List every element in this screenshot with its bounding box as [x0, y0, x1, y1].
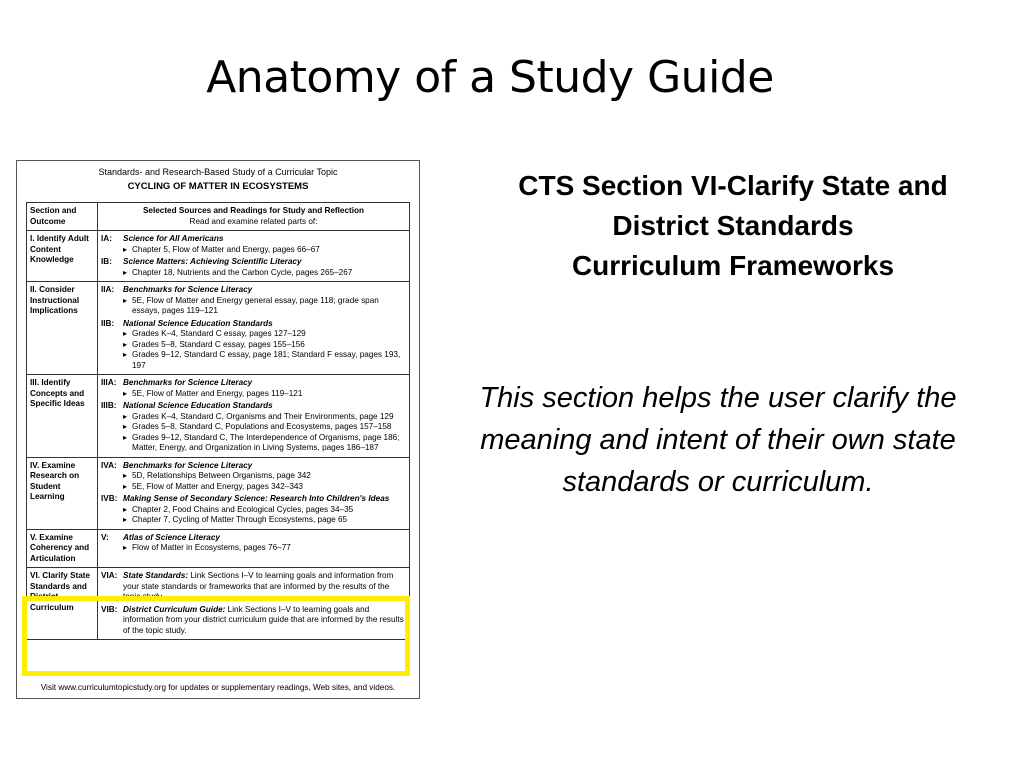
entry-body [123, 461, 406, 493]
slide-title: Anatomy of a Study Guide [206, 52, 774, 103]
entry-code: IA: [101, 234, 112, 243]
entry-body [123, 378, 406, 399]
entry-code: V: [101, 532, 109, 542]
source-title: National Science Education Standards [123, 401, 273, 410]
reading-item: ▸ Grades 9–12, Standard C, The Interdependence of Organisms, page 186; Matter, Energy, and Organization in Living Systems, pages 186–187 [123, 433, 406, 454]
section-label: I. Identify Adult Content Knowledge [27, 231, 98, 282]
reading-item: ▸ 5E, Flow of Matter and Energy, pages 119–121 [123, 389, 406, 400]
cts-title-line-1: CTS Section VI-Clarify State and [518, 170, 948, 201]
source-entry [101, 257, 406, 278]
entry-body [123, 319, 406, 372]
section-label: VI. Clarify State Standards and District Curriculum [27, 568, 98, 640]
entry-code: VIA: [101, 571, 118, 580]
section-label: III. Identify Concepts and Specific Ideas [27, 375, 98, 458]
entry-code: IIIA: [101, 378, 117, 387]
section-label: IV. Examine Research on Student Learning [27, 457, 98, 529]
col-header-sources-title: Selected Sources and Readings for Study and Reflection [142, 206, 365, 215]
section-sources [98, 529, 410, 568]
reading-item: ▸ Grades K–4, Standard C, Organisms and Their Environments, page 129 [123, 412, 406, 423]
table-header-row [27, 203, 410, 231]
entry-body [123, 257, 406, 278]
doc-footer: Visit www.curriculumtopicstudy.org for updates or supplementary readings, Web sites, and videos. [40, 683, 396, 692]
section-label: II. Consider Instructional Implications [27, 282, 98, 375]
entry-code: IIIB: [101, 401, 117, 410]
study-guide-table [26, 202, 410, 640]
reading-item: ▸ Chapter 7, Cycling of Matter Through Ecosystems, page 65 [123, 515, 406, 526]
entry-description: Link Sections I–V to learning goals and information from your state standards or frameworks that are informed by the results of the topic study. [123, 571, 394, 601]
source-entry [101, 285, 406, 317]
table-row [27, 457, 410, 529]
reading-item: ▸ Grades K–4, Standard C essay, pages 127–129 [123, 329, 406, 340]
cts-title-line-2: District Standards [612, 210, 854, 241]
source-title: District Curriculum Guide: [123, 604, 226, 614]
reading-item: ▸ Grades 5–8, Standard C, Populations and Ecosystems, pages 157–158 [123, 422, 406, 433]
entry-code: VIB: [101, 604, 118, 614]
entry-body [123, 494, 406, 526]
reading-item: ▸ 5E, Flow of Matter and Energy, pages 342–343 [123, 482, 406, 493]
reading-item: ▸ 5D, Relationships Between Organisms, page 342 [123, 471, 406, 482]
reading-item: ▸ Chapter 18, Nutrients and the Carbon Cycle, pages 265–267 [123, 268, 406, 279]
cts-title-line-3: Curriculum Frameworks [571, 250, 895, 281]
source-entry [101, 401, 406, 454]
source-title: Science Matters: Achieving Scientific Literacy [123, 257, 302, 266]
col-header-sources-sub: Read and examine related parts of: [189, 216, 318, 226]
source-title: Atlas of Science Literacy [123, 532, 220, 542]
entry-code: IVA: [101, 460, 117, 470]
source-title: Science for All Americans [123, 234, 224, 243]
entry-code: IVB: [101, 494, 118, 503]
table-row [27, 282, 410, 375]
reading-item: ▸ Chapter 2, Food Chains and Ecological Cycles, pages 34–35 [123, 505, 406, 516]
source-entry [101, 461, 406, 493]
table-row [27, 231, 410, 282]
table-row [27, 375, 410, 458]
source-title: Benchmarks for Science Literacy [123, 285, 253, 294]
source-entry [101, 494, 406, 526]
col-header-sources [98, 203, 410, 231]
cts-section-title [448, 166, 1018, 286]
reading-item: ▸ Chapter 5, Flow of Matter and Energy, pages 66–67 [123, 245, 406, 256]
source-title: State Standards: [123, 571, 189, 580]
entry-code: IB: [101, 257, 112, 266]
source-title: Making Sense of Secondary Science: Research Into Children's Ideas [123, 494, 390, 503]
entry-body [123, 285, 406, 317]
doc-header-line2: CYCLING OF MATTER IN ECOSYSTEMS [127, 181, 309, 192]
section-vi-highlight [22, 596, 410, 676]
table-body [27, 231, 410, 640]
table-row [27, 529, 410, 568]
source-title: Benchmarks for Science Literacy [123, 378, 253, 387]
section-sources [98, 457, 410, 529]
entry-body [123, 401, 406, 454]
source-entry [101, 533, 406, 554]
entry-description: Link Sections I–V to learning goals and information from your district curriculum guide that are informed by the results of the topic study. [123, 604, 404, 635]
section-label: V. Examine Coherency and Articulation [27, 529, 98, 568]
section-sources [98, 231, 410, 282]
source-title: Benchmarks for Science Literacy [123, 460, 253, 470]
section-sources [98, 282, 410, 375]
entry-body [123, 234, 406, 255]
entry-body [123, 533, 406, 554]
source-entry [101, 234, 406, 255]
section-description: This section helps the user clarify the meaning and intent of their own state standards or curriculum. [479, 382, 957, 498]
col-header-section: Section and Outcome [27, 203, 98, 231]
source-entry [101, 319, 406, 372]
entry-code: IIB: [101, 318, 115, 328]
section-sources [98, 375, 410, 458]
reading-item: ▸ 5E, Flow of Matter and Energy general essay, page 118; grade span essays, pages 119–121 [123, 296, 406, 317]
reading-item: ▸ Grades 9–12, Standard C essay, page 181; Standard F essay, pages 193, 197 [123, 350, 406, 371]
reading-item: ▸ Grades 5–8, Standard C essay, pages 155–156 [123, 340, 406, 351]
doc-header-line1: Standards- and Research-Based Study of a Curricular Topic [98, 167, 338, 177]
source-entry [101, 378, 406, 399]
reading-item: ▸ Flow of Matter in Ecosystems, pages 76–77 [123, 543, 406, 554]
source-title: National Science Education Standards [123, 318, 273, 328]
entry-code: IIA: [101, 285, 115, 294]
